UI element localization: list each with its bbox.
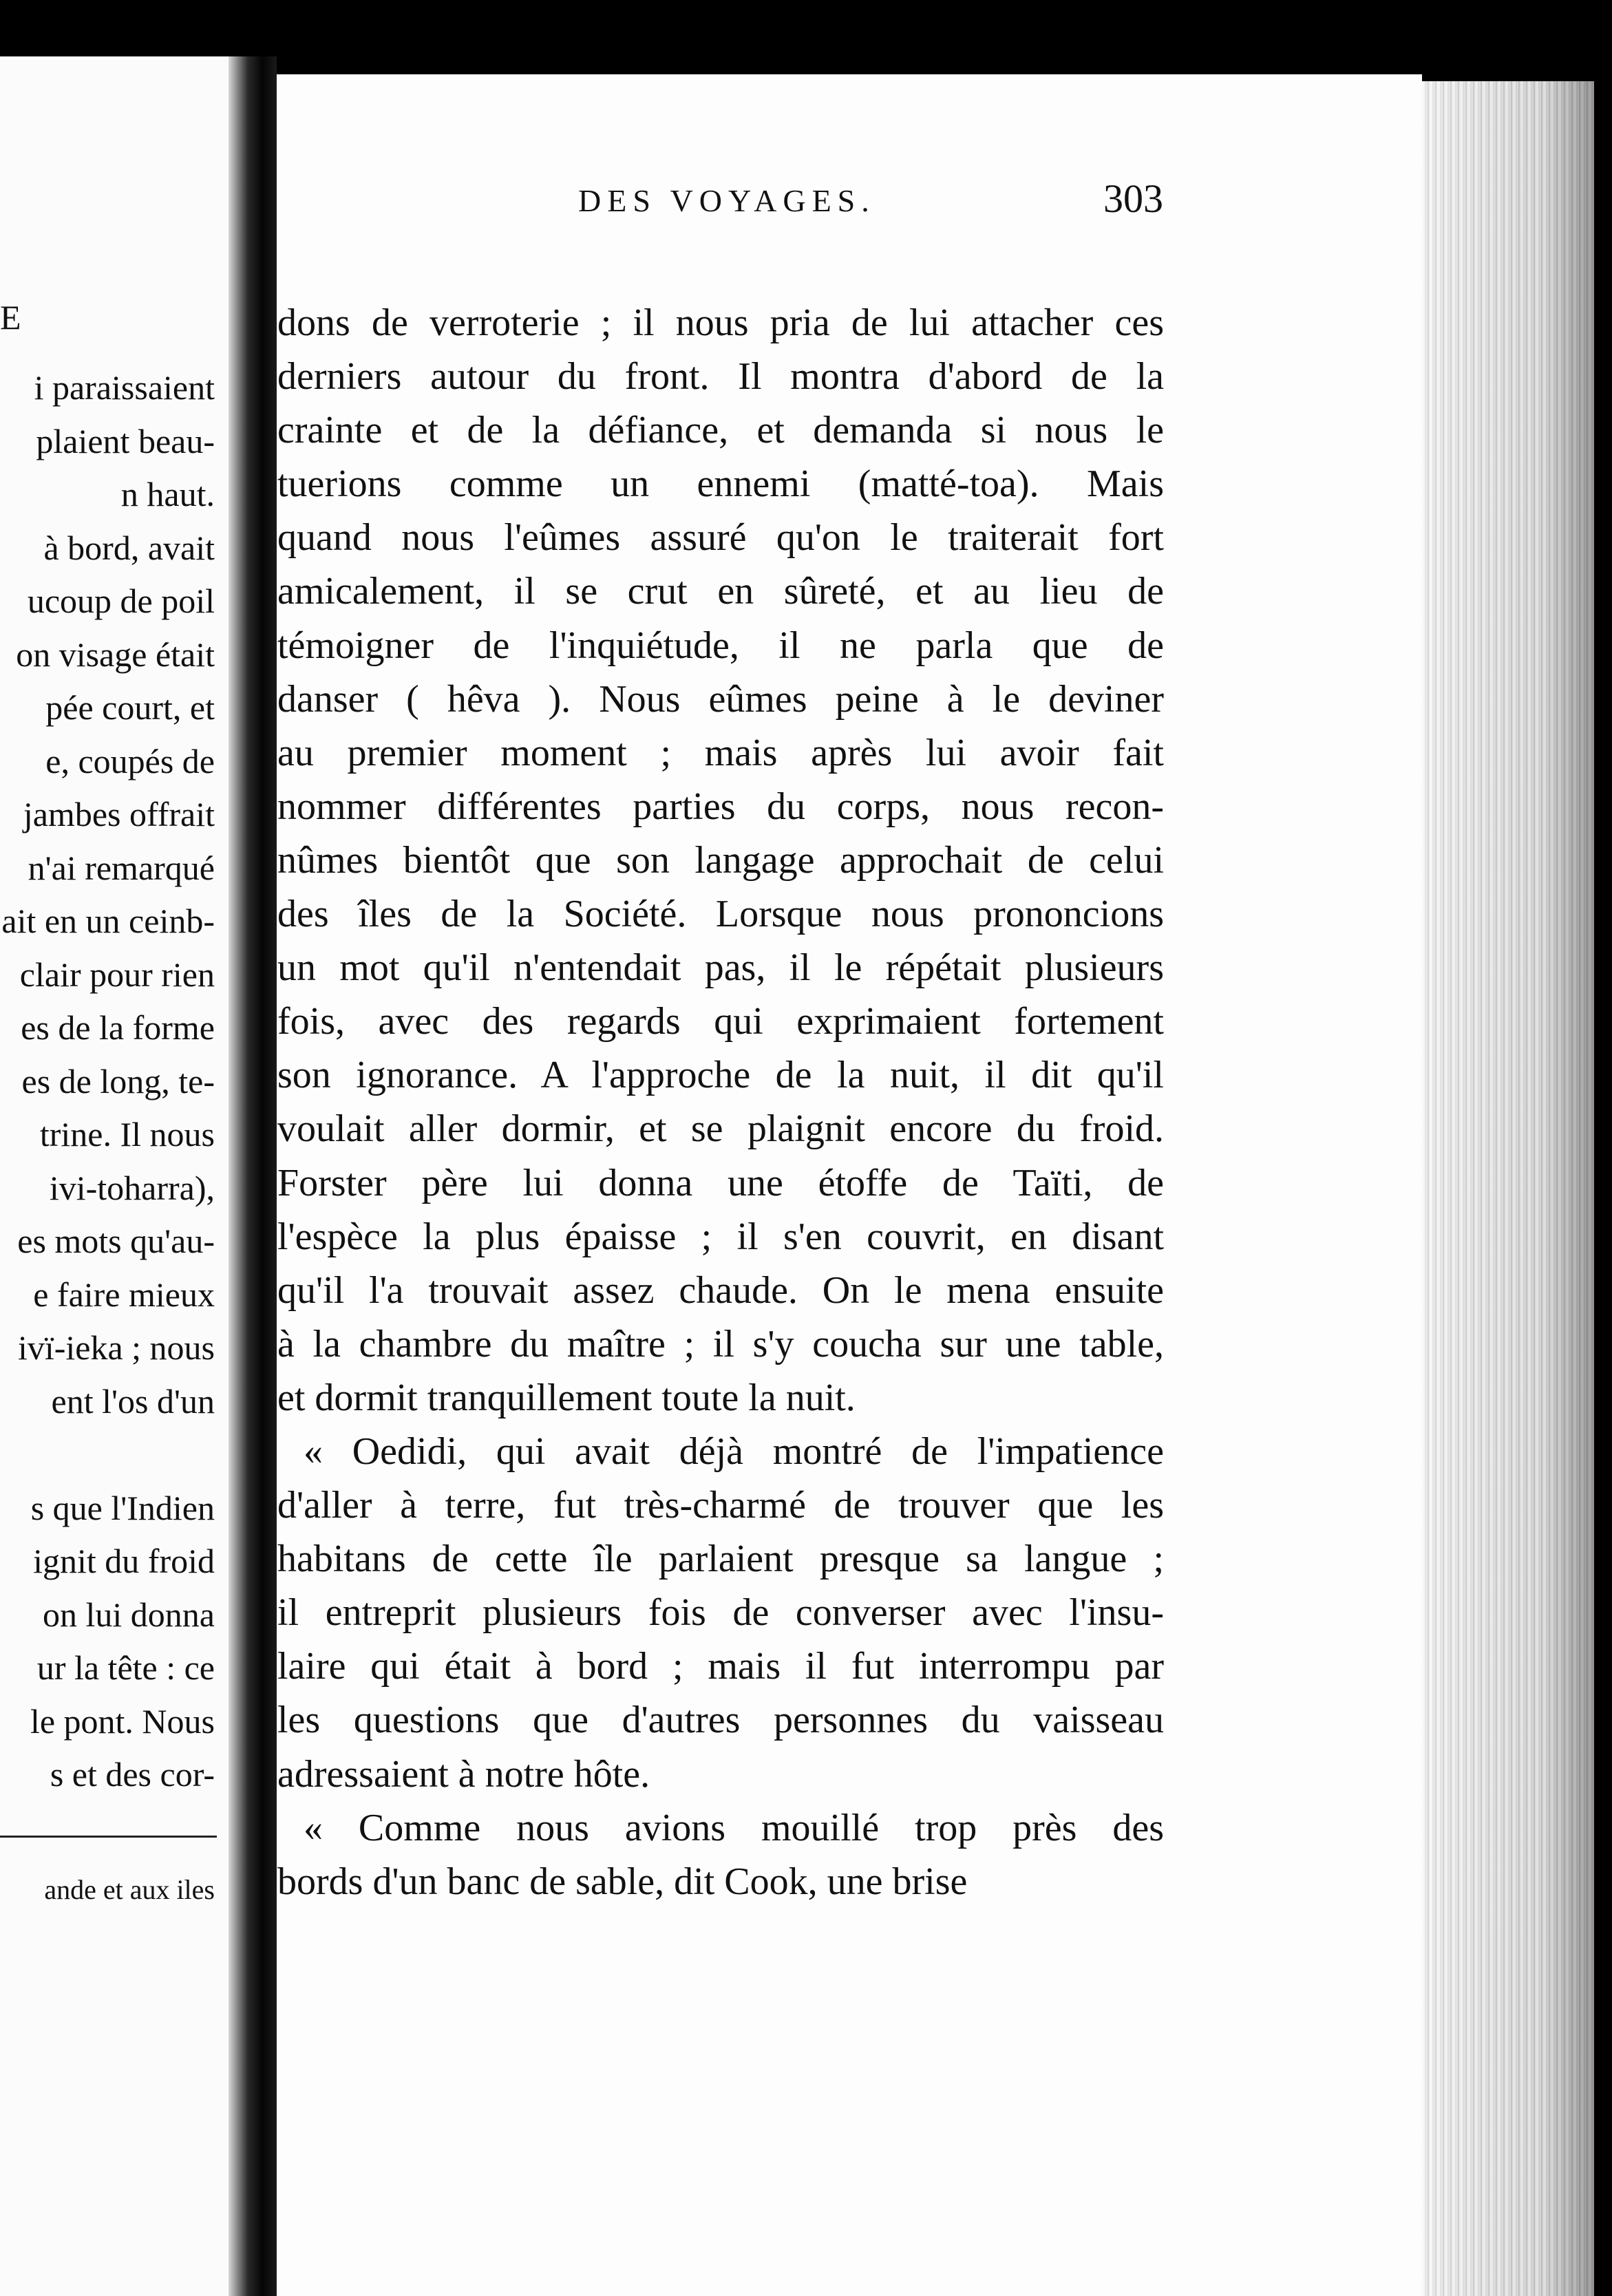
left-text-line: n haut. — [120, 475, 215, 513]
left-text-line: plaient beau- — [36, 421, 215, 460]
page-number: 303 — [1103, 176, 1163, 221]
running-title: DES VOYAGES. — [578, 183, 876, 218]
body-text-line: nommer différentes parties du corps, nous recon- — [277, 785, 1164, 828]
body-text-line: danser ( hêva ). Nous eûmes peine à le deviner — [277, 677, 1164, 721]
left-text-line: à bord, avait — [43, 528, 215, 567]
left-text-line: ait en un ceinb- — [1, 902, 215, 940]
left-text-line: ucoup de poil — [27, 582, 215, 620]
body-text-line: d'aller à terre, fut très-charmé de trouver que les — [277, 1484, 1164, 1527]
left-text-line: ignit du froid — [33, 1542, 215, 1580]
body-text-line: il entreprit plusieurs fois de converser avec l'insu- — [277, 1591, 1164, 1635]
body-text-line: habitans de cette île parlaient presque sa langue ; — [277, 1538, 1164, 1581]
left-text-line: trine. Il nous — [39, 1115, 215, 1154]
left-text-line: on visage était — [16, 635, 215, 674]
left-text-line: s que l'Indien — [30, 1488, 215, 1527]
left-text-line: es de long, te- — [21, 1061, 215, 1101]
left-text-line: pée court, et — [45, 688, 215, 727]
left-running-title-fragment: E — [0, 298, 25, 337]
left-text-line: ivi-toharra), — [49, 1168, 215, 1207]
body-text-line: des îles de la Société. Lorsque nous prononcions — [277, 893, 1164, 936]
body-text-line: Forster père lui donna une étoffe de Taïti, de — [277, 1161, 1164, 1204]
body-text-line: amicalement, il se crut en sûreté, et au lieu de — [277, 570, 1164, 613]
body-text-line: et dormit tranquillement toute la nuit. — [277, 1376, 856, 1419]
footnote-rule — [0, 1836, 217, 1838]
left-text-line: es de la forme — [21, 1008, 215, 1047]
left-text-line: e, coupés de — [45, 741, 215, 780]
book-gutter — [229, 56, 277, 2296]
left-text-line: clair pour rien — [19, 955, 215, 994]
body-text-line: tuerions comme un ennemi (matté-toa). Mais — [277, 463, 1164, 506]
body-text-line: témoigner de l'inquiétude, il ne parla que de — [277, 624, 1164, 667]
left-text-line: e faire mieux — [33, 1275, 215, 1314]
left-text-line: n'ai remarqué — [28, 848, 215, 887]
body-text-line: laire qui était à bord ; mais il fut interrompu par — [277, 1645, 1164, 1688]
body-text-line: au premier moment ; mais après lui avoir fait — [277, 731, 1164, 774]
body-text-line: derniers autour du front. Il montra d'abord de la — [277, 355, 1164, 398]
body-text-line: qu'il l'a trouvait assez chaude. On le mena ensuite — [277, 1268, 1164, 1312]
body-text-line: « Comme nous avions mouillé trop près des — [304, 1806, 1164, 1849]
body-text-line: un mot qu'il n'entendait pas, il le répétait plusieurs — [277, 946, 1164, 990]
body-text-line: « Oedidi, qui avait déjà montré de l'impatience — [304, 1429, 1164, 1473]
body-text-line: à la chambre du maître ; il s'y coucha sur une table, — [277, 1322, 1164, 1365]
left-text-line: le pont. Nous — [30, 1701, 215, 1741]
left-page — [0, 56, 233, 2296]
body-text-line: adressaient à notre hôte. — [277, 1752, 650, 1796]
left-footnote-fragment: ande et aux iles — [44, 1874, 215, 1905]
left-text-line: ivï-ieka ; nous — [17, 1328, 215, 1367]
left-text-line: s et des cor- — [50, 1755, 215, 1794]
body-text-line: bords d'un banc de sable, dit Cook, une brise — [277, 1860, 968, 1903]
left-text-line: ent l'os d'un — [51, 1381, 215, 1421]
left-text-line: i paraissaient — [34, 368, 215, 407]
page-header — [296, 176, 1163, 231]
left-text-line: jambes offrait — [23, 795, 215, 833]
left-text-line: es mots qu'au- — [17, 1222, 215, 1260]
body-text-line: les questions que d'autres personnes du vaisseau — [277, 1699, 1164, 1742]
body-text-line: l'espèce la plus épaisse ; il s'en couvrit, en disant — [277, 1215, 1164, 1258]
body-text-line: crainte et de la défiance, et demanda si nous le — [277, 409, 1164, 452]
body-text-line: son ignorance. A l'approche de la nuit, il dit qu'il — [277, 1054, 1164, 1097]
left-text-line: on lui donna — [43, 1595, 215, 1634]
body-text-line: dons de verroterie ; il nous pria de lui attacher ces — [277, 301, 1164, 344]
body-text-line: fois, avec des regards qui exprimaient fortement — [277, 1000, 1164, 1043]
body-text-line: quand nous l'eûmes assuré qu'on le traiterait fort — [277, 516, 1164, 560]
body-text-line: nûmes bientôt que son langage approchait de celui — [277, 838, 1164, 882]
body-text-line: voulait aller dormir, et se plaignit encore du froid. — [277, 1107, 1164, 1151]
page-body-text — [277, 296, 1164, 1909]
left-text-line: ur la tête : ce — [36, 1648, 215, 1687]
fore-edge-shading — [1422, 81, 1594, 2296]
